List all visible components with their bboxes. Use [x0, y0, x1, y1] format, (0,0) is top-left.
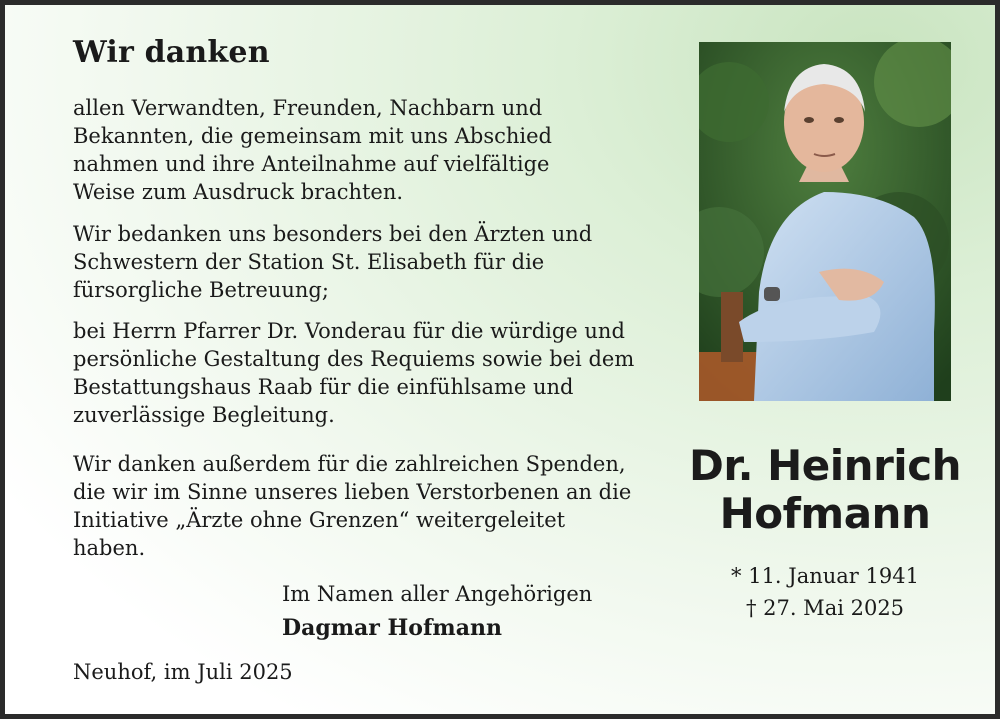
text-line: die wir im Sinne unseres lieben Verstorbenen an die [73, 480, 632, 504]
text-line: Wir danken außerdem für die zahlreichen Spenden, [73, 452, 626, 476]
text-line: Schwestern der Station St. Elisabeth für die [73, 250, 545, 274]
deceased-name-line1: Dr. Heinrich [688, 441, 961, 490]
death-date: † 27. Mai 2025 [745, 596, 905, 620]
paragraph-doctors [73, 220, 633, 304]
text-line: Bestattungshaus Raab für die einfühlsame und [73, 375, 574, 399]
text-line: haben. [73, 536, 146, 560]
paragraph-pastor [73, 317, 633, 429]
text-line: persönliche Gestaltung des Requiems sowie bei dem [73, 347, 635, 371]
signature-name: Dagmar Hofmann [282, 615, 502, 641]
place-date: Neuhof, im Juli 2025 [73, 660, 293, 684]
paragraph-donations [73, 450, 633, 562]
text-line: fürsorgliche Betreuung; [73, 278, 329, 302]
paragraph-thanks [73, 94, 633, 206]
text-line: zuverlässige Begleitung. [73, 403, 335, 427]
text-line: Bekannten, die gemeinsam mit uns Abschied [73, 124, 553, 148]
heading: Wir danken [73, 35, 270, 70]
text-line: Wir bedanken uns besonders bei den Ärzten und [73, 222, 593, 246]
portrait-photo [699, 42, 951, 401]
text-line: bei Herrn Pfarrer Dr. Vonderau für die würdige und [73, 319, 625, 343]
text-line: allen Verwandten, Freunden, Nachbarn und [73, 96, 543, 120]
signature-intro: Im Namen aller Angehörigen [282, 582, 593, 606]
text-line: nahmen und ihre Anteilnahme auf vielfältige [73, 152, 550, 176]
text-line: Weise zum Ausdruck brachten. [73, 180, 404, 204]
deceased-name-line2: Hofmann [719, 489, 931, 538]
text-line: Initiative „Ärzte ohne Grenzen“ weitergeleitet [73, 508, 566, 532]
birth-date: * 11. Januar 1941 [731, 564, 919, 588]
